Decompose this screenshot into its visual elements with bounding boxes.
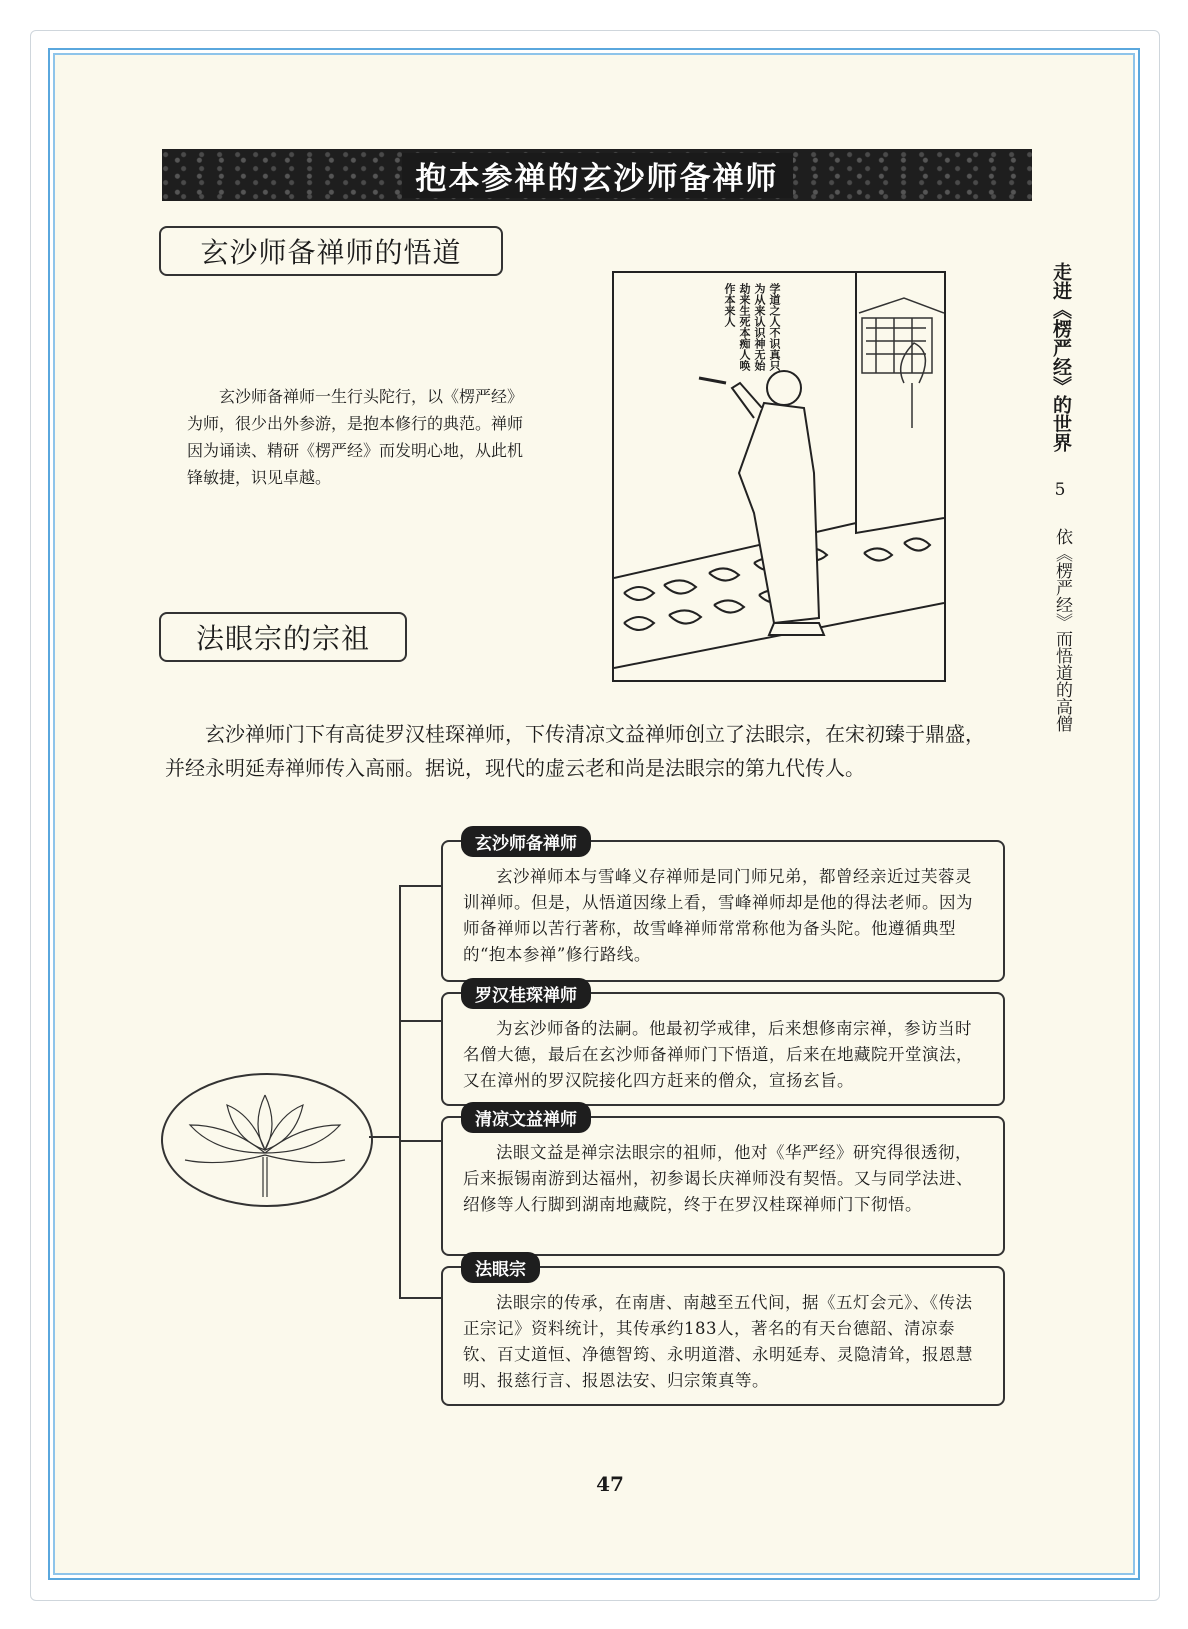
card-text: 法眼宗的传承，在南唐、南越至五代间，据《五灯会元》、《传法正宗记》资料统计，其传承约183人，著名的有天台德韶、清凉泰钦、百丈道恒、净德智筠、永明道潜、永明延寿、灵隐清耸，报恩慧明、报慈行言、报恩法安、归宗策真等。 — [463, 1293, 973, 1390]
card-tag: 法眼宗 — [461, 1252, 540, 1283]
section-heading-text: 玄沙师备禅师的悟道 — [200, 236, 462, 269]
connector-line — [369, 1136, 400, 1138]
card-tag: 罗汉桂琛禅师 — [461, 978, 591, 1009]
card-text: 玄沙禅师本与雪峰义存禅师是同门师兄弟，都曾经亲近过芙蓉灵训禅师。但是，从悟道因缘上看，雪峰禅师却是他的得法老师。因为师备禅师以苦行著称，故雪峰禅师常常称他为备头陀。他遵循典型的“抱本参禅”修行路线。 — [463, 867, 973, 964]
card-tag: 清凉文益禅师 — [461, 1102, 591, 1133]
connector-trunk — [399, 885, 401, 1299]
card-text: 为玄沙师备的法嗣。他最初学戒律，后来想修南宗禅，参访当时名僧大德，最后在玄沙师备禅师门下悟道，后来在地藏院开堂演法，又在漳州的罗汉院接化四方赶来的僧众，宣扬玄旨。 — [463, 1019, 973, 1090]
page-title: 抱本参禅的玄沙师备禅师 — [402, 153, 793, 198]
intro-paragraph — [187, 383, 537, 491]
intro-text: 玄沙师备禅师一生行头陀行，以《楞严经》为师，很少出外参游，是抱本修行的典范。禅师因为诵读、精研《楞严经》而发明心地，从此机锋敏捷，识见卓越。 — [187, 387, 524, 487]
card-luohan — [441, 986, 1005, 1106]
page-number: 47 — [596, 1472, 624, 1496]
card-text: 法眼文益是禅宗法眼宗的祖师，他对《华严经》研究得很透彻，后来振锡南游到达福州，初参谒长庆禅师没有契悟。又与同学法进、绍修等人行脚到湖南地藏院，终于在罗汉桂琛禅师门下彻悟。 — [463, 1143, 973, 1214]
connector-branch — [399, 1020, 441, 1022]
monk-illustration — [612, 271, 946, 682]
card-tag: 玄沙师备禅师 — [461, 826, 591, 857]
section-heading-enlightenment — [159, 226, 503, 276]
connector-branch — [399, 1297, 441, 1299]
card-xuansha — [441, 834, 1005, 982]
section-heading-text: 法眼宗的宗祖 — [195, 622, 370, 655]
section-heading-fayan-founder — [159, 612, 407, 662]
fayan-paragraph — [165, 717, 1000, 785]
connector-branch — [399, 1140, 441, 1142]
sidebar-chapter-title: 依《楞严经》而悟道的高僧 — [1052, 528, 1072, 732]
fayan-text: 玄沙禅师门下有高徒罗汉桂琛禅师，下传清凉文益禅师创立了法眼宗，在宋初臻于鼎盛，并经永明延寿禅师传入高丽。据说，现代的虚云老和尚是法眼宗的第九代传人。 — [165, 722, 985, 780]
card-qingliang — [441, 1110, 1005, 1256]
sidebar-series-title: 走进《楞严经》的世界 — [1050, 262, 1072, 452]
sidebar-chapter-number: 5 — [1054, 480, 1066, 500]
title-banner — [162, 149, 1032, 201]
calligraphy-text: 学道之人不识真只为从来认识神无始劫来生死本痴人唤作本来人 — [723, 283, 781, 371]
lotus-emblem — [161, 1073, 373, 1207]
lotus-icon — [163, 1075, 367, 1201]
card-fayan — [441, 1260, 1005, 1406]
connector-branch — [399, 885, 441, 887]
